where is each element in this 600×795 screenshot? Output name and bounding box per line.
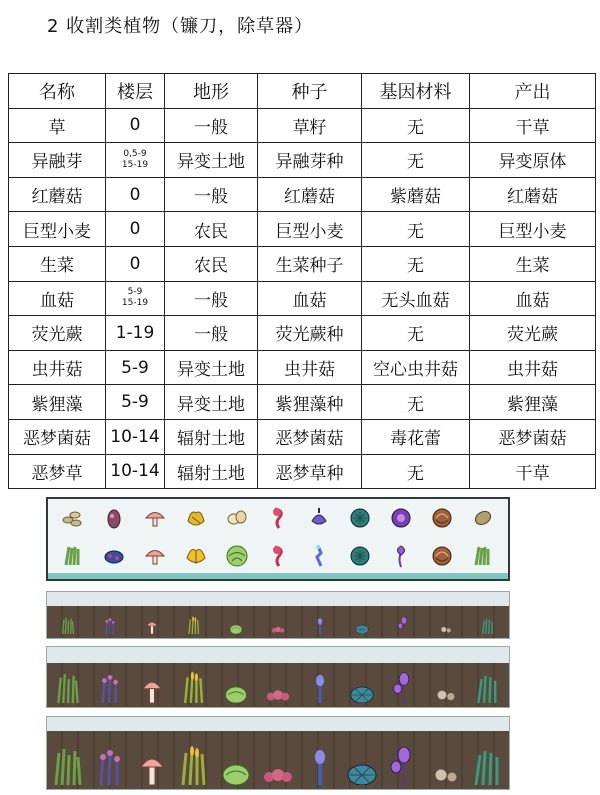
- cell-floor: 10-14: [106, 454, 165, 489]
- column-header-floor: 楼层: [106, 74, 165, 109]
- product-icon-row: [58, 541, 498, 571]
- plant-sprite: [303, 733, 337, 785]
- table-row: [9, 350, 596, 385]
- cell-output: 荧光蕨: [470, 316, 596, 351]
- table-row: [9, 385, 596, 420]
- plant-sprite: [261, 616, 295, 634]
- cell-name: 紫狸藻: [9, 385, 106, 420]
- cell-name: 恶梦草: [9, 454, 106, 489]
- harvest-plant-table: [8, 73, 596, 489]
- cell-seed: 恶梦草种: [258, 454, 362, 489]
- plant-sprite: [303, 671, 337, 703]
- cell-terrain: 一般: [165, 281, 258, 316]
- cell-gene-material: 空心虫井菇: [362, 350, 470, 385]
- plant-sprite: [93, 616, 127, 634]
- cell-floor: 5-9 15-19: [106, 281, 165, 316]
- table-row: [9, 143, 596, 178]
- cell-gene-material: 无: [362, 385, 470, 420]
- table-row: [9, 281, 596, 316]
- cell-seed: 荧光蕨种: [258, 316, 362, 351]
- cell-seed: 红蘑菇: [258, 177, 362, 212]
- worm-mushroom-icon: [345, 503, 375, 533]
- cell-output: 虫井菇: [470, 350, 596, 385]
- plant-sprite: [387, 733, 421, 785]
- mutant-sprout-seed-icon: [99, 503, 129, 533]
- plant-sprite: [93, 733, 127, 785]
- cell-terrain: 一般: [165, 177, 258, 212]
- cell-output: 巨型小麦: [470, 212, 596, 247]
- plant-sprite: [387, 616, 421, 634]
- wheat-seed-icon: [181, 503, 211, 533]
- cell-output: 红蘑菇: [470, 177, 596, 212]
- cell-terrain: 异变土地: [165, 350, 258, 385]
- glow-fern-icon: [304, 541, 334, 571]
- cell-output: 生菜: [470, 246, 596, 281]
- cell-gene-material: 无头血菇: [362, 281, 470, 316]
- cell-gene-material: 无: [362, 212, 470, 247]
- column-header-output: 产出: [470, 74, 596, 109]
- worm-mushroom-icon: [345, 541, 375, 571]
- cell-seed: 巨型小麦: [258, 212, 362, 247]
- cell-floor: 0: [106, 108, 165, 143]
- plant-sprite-row: [51, 733, 505, 785]
- growth-stage-seedling-strip: [46, 591, 510, 639]
- column-header-name: 名称: [9, 74, 106, 109]
- lettuce-icon: [222, 541, 252, 571]
- cell-gene-material: 无: [362, 316, 470, 351]
- cell-name: 草: [9, 108, 106, 143]
- plant-sprite: [303, 616, 337, 634]
- plant-sprite: [429, 671, 463, 703]
- table-row: [9, 212, 596, 247]
- blood-mushroom-icon: [263, 541, 293, 571]
- plant-sprite: [471, 733, 505, 785]
- cell-output: 紫狸藻: [470, 385, 596, 420]
- plant-sprite: [387, 671, 421, 703]
- cell-output: 恶梦菌菇: [470, 419, 596, 454]
- plant-sprite: [471, 671, 505, 703]
- table-row: [9, 454, 596, 489]
- plant-sprite: [135, 616, 169, 634]
- cell-floor: 0: [106, 212, 165, 247]
- cell-floor: 0: [106, 246, 165, 281]
- section-heading: 2 收割类植物（镰刀，除草器）: [47, 16, 314, 37]
- cell-terrain: 异变土地: [165, 385, 258, 420]
- cell-floor: 0: [106, 177, 165, 212]
- nightmare-mushroom-icon: [427, 541, 457, 571]
- cell-gene-material: 无: [362, 108, 470, 143]
- cell-gene-material: 毒花蕾: [362, 419, 470, 454]
- plant-sprite-row: [51, 671, 505, 703]
- plant-sprite: [429, 733, 463, 785]
- table-row: [9, 419, 596, 454]
- growth-stage-mature-strip: [46, 716, 510, 790]
- blood-mushroom-icon: [263, 503, 293, 533]
- plant-sprite: [345, 733, 379, 785]
- nightmare-mushroom-icon: [427, 503, 457, 533]
- plant-sprite: [219, 616, 253, 634]
- plant-sprite-row: [51, 616, 505, 634]
- column-header-terrain: 地形: [165, 74, 258, 109]
- cell-gene-material: 无: [362, 143, 470, 178]
- cell-terrain: 辐射土地: [165, 454, 258, 489]
- plant-sprite: [51, 671, 85, 703]
- plant-sprite: [51, 616, 85, 634]
- cell-floor: 5-9: [106, 385, 165, 420]
- cell-terrain: 农民: [165, 246, 258, 281]
- cell-output: 异变原体: [470, 143, 596, 178]
- cell-seed: 恶梦菌菇: [258, 419, 362, 454]
- seed-icon-row: [58, 503, 498, 533]
- plant-sprite: [261, 671, 295, 703]
- plant-sprite: [429, 616, 463, 634]
- inventory-panel: [46, 497, 510, 581]
- cell-name: 巨型小麦: [9, 212, 106, 247]
- cell-name: 血菇: [9, 281, 106, 316]
- plant-sprite: [471, 616, 505, 634]
- cell-seed: 紫狸藻种: [258, 385, 362, 420]
- hay-icon: [58, 541, 88, 571]
- table-row: [9, 177, 596, 212]
- cell-name: 恶梦菌菇: [9, 419, 106, 454]
- cell-floor: 0,5-9 15-19: [106, 143, 165, 178]
- cell-name: 荧光蕨: [9, 316, 106, 351]
- table-header-row: [9, 74, 596, 109]
- table-row: [9, 316, 596, 351]
- cell-seed: 草籽: [258, 108, 362, 143]
- column-header-gene-material: 基因材料: [362, 74, 470, 109]
- red-mushroom-icon: [140, 541, 170, 571]
- cell-name: 异融芽: [9, 143, 106, 178]
- table-row: [9, 246, 596, 281]
- column-header-seed: 种子: [258, 74, 362, 109]
- cell-output: 干草: [470, 108, 596, 143]
- plant-sprite: [219, 671, 253, 703]
- cell-floor: 10-14: [106, 419, 165, 454]
- cell-name: 红蘑菇: [9, 177, 106, 212]
- cell-terrain: 一般: [165, 108, 258, 143]
- cell-terrain: 一般: [165, 316, 258, 351]
- glow-fern-seed-icon: [304, 503, 334, 533]
- plant-sprite: [51, 733, 85, 785]
- plant-sprite: [219, 733, 253, 785]
- cell-floor: 1-19: [106, 316, 165, 351]
- plant-sprite: [135, 671, 169, 703]
- purple-algae-icon: [386, 541, 416, 571]
- plant-sprite: [135, 733, 169, 785]
- cell-name: 虫井菇: [9, 350, 106, 385]
- mutagen-icon: [99, 541, 129, 571]
- plant-sprite: [177, 616, 211, 634]
- growth-stage-growing-strip: [46, 646, 510, 708]
- wheat-icon: [181, 541, 211, 571]
- plant-sprite: [177, 733, 211, 785]
- plant-sprite: [177, 671, 211, 703]
- cell-terrain: 农民: [165, 212, 258, 247]
- cell-seed: 生菜种子: [258, 246, 362, 281]
- cell-terrain: 辐射土地: [165, 419, 258, 454]
- cell-output: 血菇: [470, 281, 596, 316]
- cell-output: 干草: [470, 454, 596, 489]
- cell-floor: 5-9: [106, 350, 165, 385]
- plant-sprite: [345, 616, 379, 634]
- plant-sprite: [261, 733, 295, 785]
- plant-sprite: [93, 671, 127, 703]
- grass-seed-icon: [58, 503, 88, 533]
- hay-icon: [468, 541, 498, 571]
- cell-name: 生菜: [9, 246, 106, 281]
- cell-seed: 虫井菇: [258, 350, 362, 385]
- cell-seed: 异融芽种: [258, 143, 362, 178]
- cell-terrain: 异变土地: [165, 143, 258, 178]
- cell-gene-material: 紫蘑菇: [362, 177, 470, 212]
- cell-seed: 血菇: [258, 281, 362, 316]
- red-mushroom-icon: [140, 503, 170, 533]
- nightmare-grass-seed-icon: [468, 503, 498, 533]
- table-row: [9, 108, 596, 143]
- cell-gene-material: 无: [362, 246, 470, 281]
- plant-sprite: [345, 671, 379, 703]
- cell-gene-material: 无: [362, 454, 470, 489]
- purple-algae-seed-icon: [386, 503, 416, 533]
- lettuce-seed-icon: [222, 503, 252, 533]
